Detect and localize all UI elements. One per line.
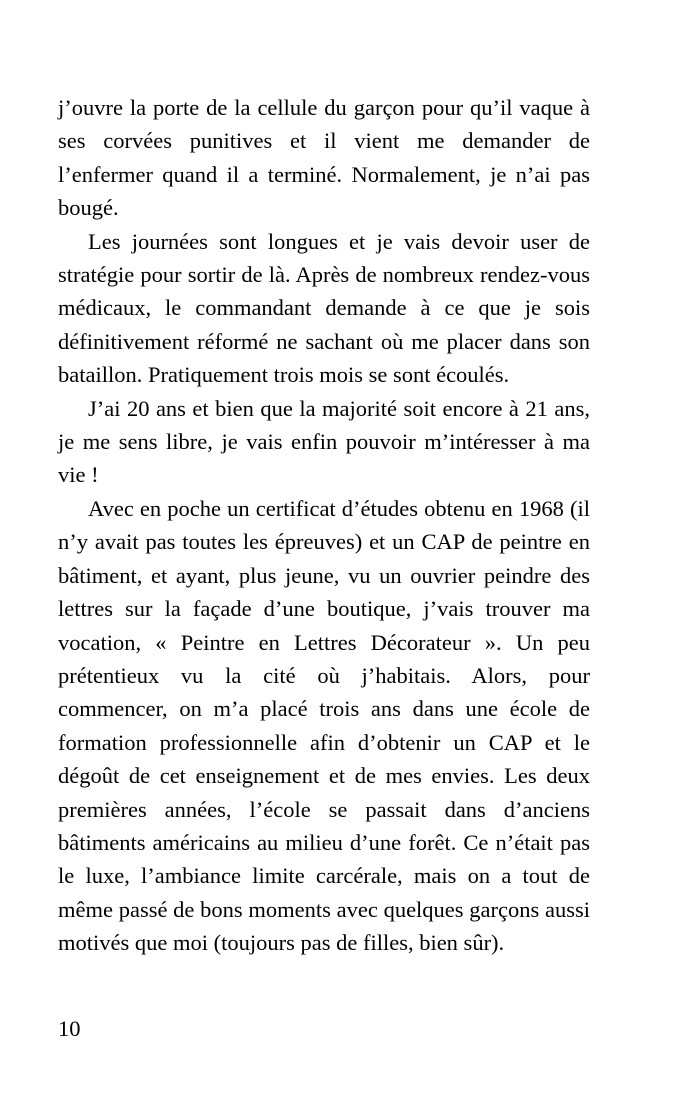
paragraph-continuation: j’ouvre la porte de la cellule du garçon pour qu’il vaque à ses corvées punitives et il vient me demander de l’enfermer quand il a terminé. Normalement, je n’ai pas bougé. [58, 95, 590, 221]
paragraph-age: J’ai 20 ans et bien que la majorité soit encore à 21 ans, je me sens libre, je vais enfin pouvoir m’intéresser à ma vie ! [58, 395, 590, 488]
page-number: 10 [58, 1016, 81, 1041]
paragraph-strategy: Les journées sont longues et je vais devoir user de stratégie pour sortir de là. Après de nombreux rendez-vous médicaux, le commandant demande à ce que je sois définitivement réformé ne sachant où me placer dans son bataillon. Pratiquement trois mois se sont écoulés. [58, 228, 590, 388]
body-text [58, 91, 590, 960]
paragraph-vocation: Avec en poche un certificat d’études obtenu en 1968 (il n’y avait pas toutes les épreuves) et un CAP de peintre en bâtiment, et ayant, plus jeune, vu un ouvrier peindre des lettres sur la façade d’une boutique, j’vais trouver ma vocation, « Peintre en Lettres Décorateur ». Un peu prétentieux vu la cité où j’habitais. Alors, pour commencer, on m’a placé trois ans dans une école de formation professionnelle afin d’obtenir un CAP et le dégoût de cet enseignement et de mes envies. Les deux premières années, l’école se passait dans d’anciens bâtiments américains au milieu d’une forêt. Ce n’était pas le luxe, l’ambiance limite carcérale, mais on a tout de même passé de bons moments avec quelques garçons aussi motivés que moi (toujours pas de filles, bien sûr). [58, 495, 590, 956]
